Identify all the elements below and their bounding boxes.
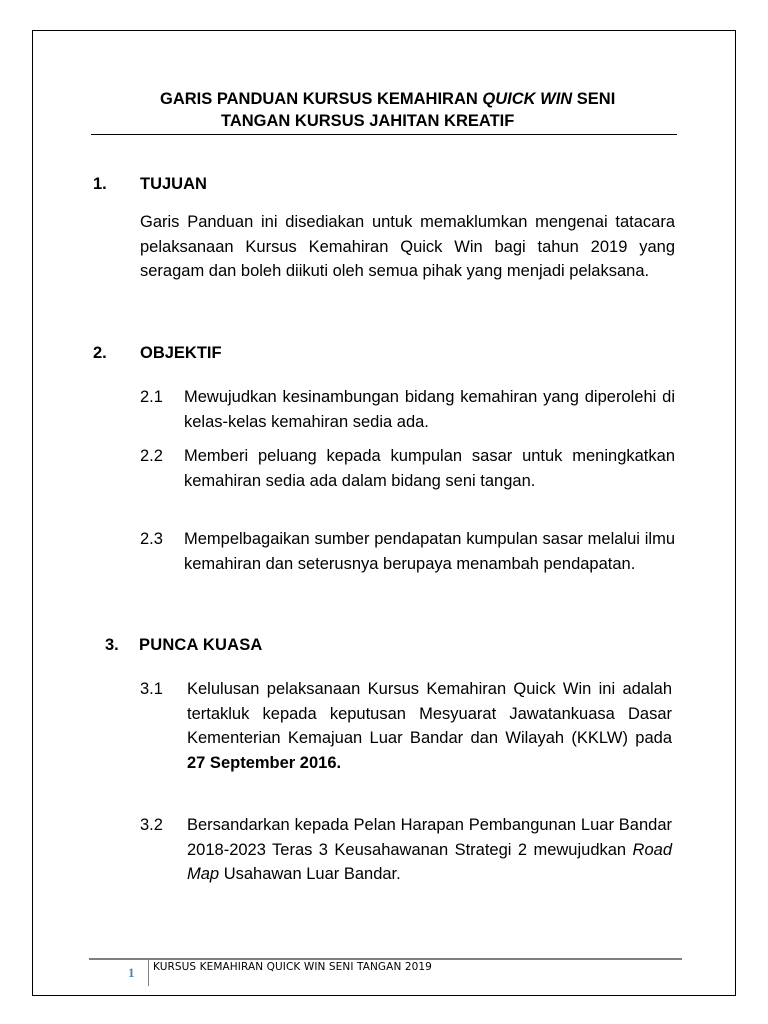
section-3-title: PUNCA KUASA xyxy=(139,636,263,654)
objective-item-number: 2.2 xyxy=(140,447,163,465)
section-1-paragraph: Garis Panduan ini disediakan untuk memaklumkan mengenai tatacara pelaksanaan Kursus Kemahiran Quick Win bagi tahun 2019 yang seragam dan boleh diikuti oleh semua pihak yang menjadi pelaksana. xyxy=(140,213,675,280)
title-underline xyxy=(91,134,677,135)
objective-item-number: 2.1 xyxy=(140,388,163,406)
title-emphasis: QUICK WIN xyxy=(482,90,573,108)
objective-item-number: 2.3 xyxy=(140,530,163,548)
objective-item-text: Mempelbagaikan sumber pendapatan kumpulan sasar melalui ilmu kemahiran dan seterusnya berupaya menambah pendapatan. xyxy=(184,530,675,573)
approval-date: 27 September 2016. xyxy=(187,753,342,772)
authority-item-text xyxy=(187,677,672,775)
document-title-line-1 xyxy=(160,88,615,110)
authority-item-text-body: Kelulusan pelaksanaan Kursus Kemahiran Quick Win ini adalah tertakluk kepada keputusan Mesyuarat Jawatankuasa Dasar Kementerian Kemajuan Luar Bandar dan Wilayah (KKLW) pada xyxy=(187,680,672,747)
objective-item-text: Memberi peluang kepada kumpulan sasar untuk meningkatkan kemahiran sedia ada dalam bidang seni tangan. xyxy=(184,447,675,490)
authority-item-text-pre: Bersandarkan kepada Pelan Harapan Pembangunan Luar Bandar 2018-2023 Teras 3 Keusahawanan Strategi 2 mewujudkan xyxy=(187,816,672,859)
footer-page-number: 1 xyxy=(128,965,135,980)
footer-divider xyxy=(148,960,149,986)
section-3-number: 3. xyxy=(105,636,119,654)
title-part-1: GARIS PANDUAN KURSUS KEMAHIRAN xyxy=(160,90,483,108)
section-2-number: 2. xyxy=(93,344,107,362)
footer-rule xyxy=(89,958,682,960)
section-1-title: TUJUAN xyxy=(140,175,207,193)
road-map-term: Road Map xyxy=(187,840,672,883)
objective-item-text: Mewujudkan kesinambungan bidang kemahiran yang diperolehi di kelas-kelas kemahiran sedia ada. xyxy=(184,388,675,431)
authority-item-number: 3.2 xyxy=(140,816,163,834)
section-2-title: OBJEKTIF xyxy=(140,344,222,362)
title-part-2: SENI xyxy=(572,90,616,108)
authority-item-text-post: Usahawan Luar Bandar. xyxy=(219,865,401,883)
authority-item-text xyxy=(187,813,672,887)
section-1-number: 1. xyxy=(93,175,107,193)
footer-text: KURSUS KEMAHIRAN QUICK WIN SENI TANGAN 2019 xyxy=(153,961,432,973)
document-title-line-2: TANGAN KURSUS JAHITAN KREATIF xyxy=(221,112,515,130)
authority-item-number: 3.1 xyxy=(140,680,163,698)
